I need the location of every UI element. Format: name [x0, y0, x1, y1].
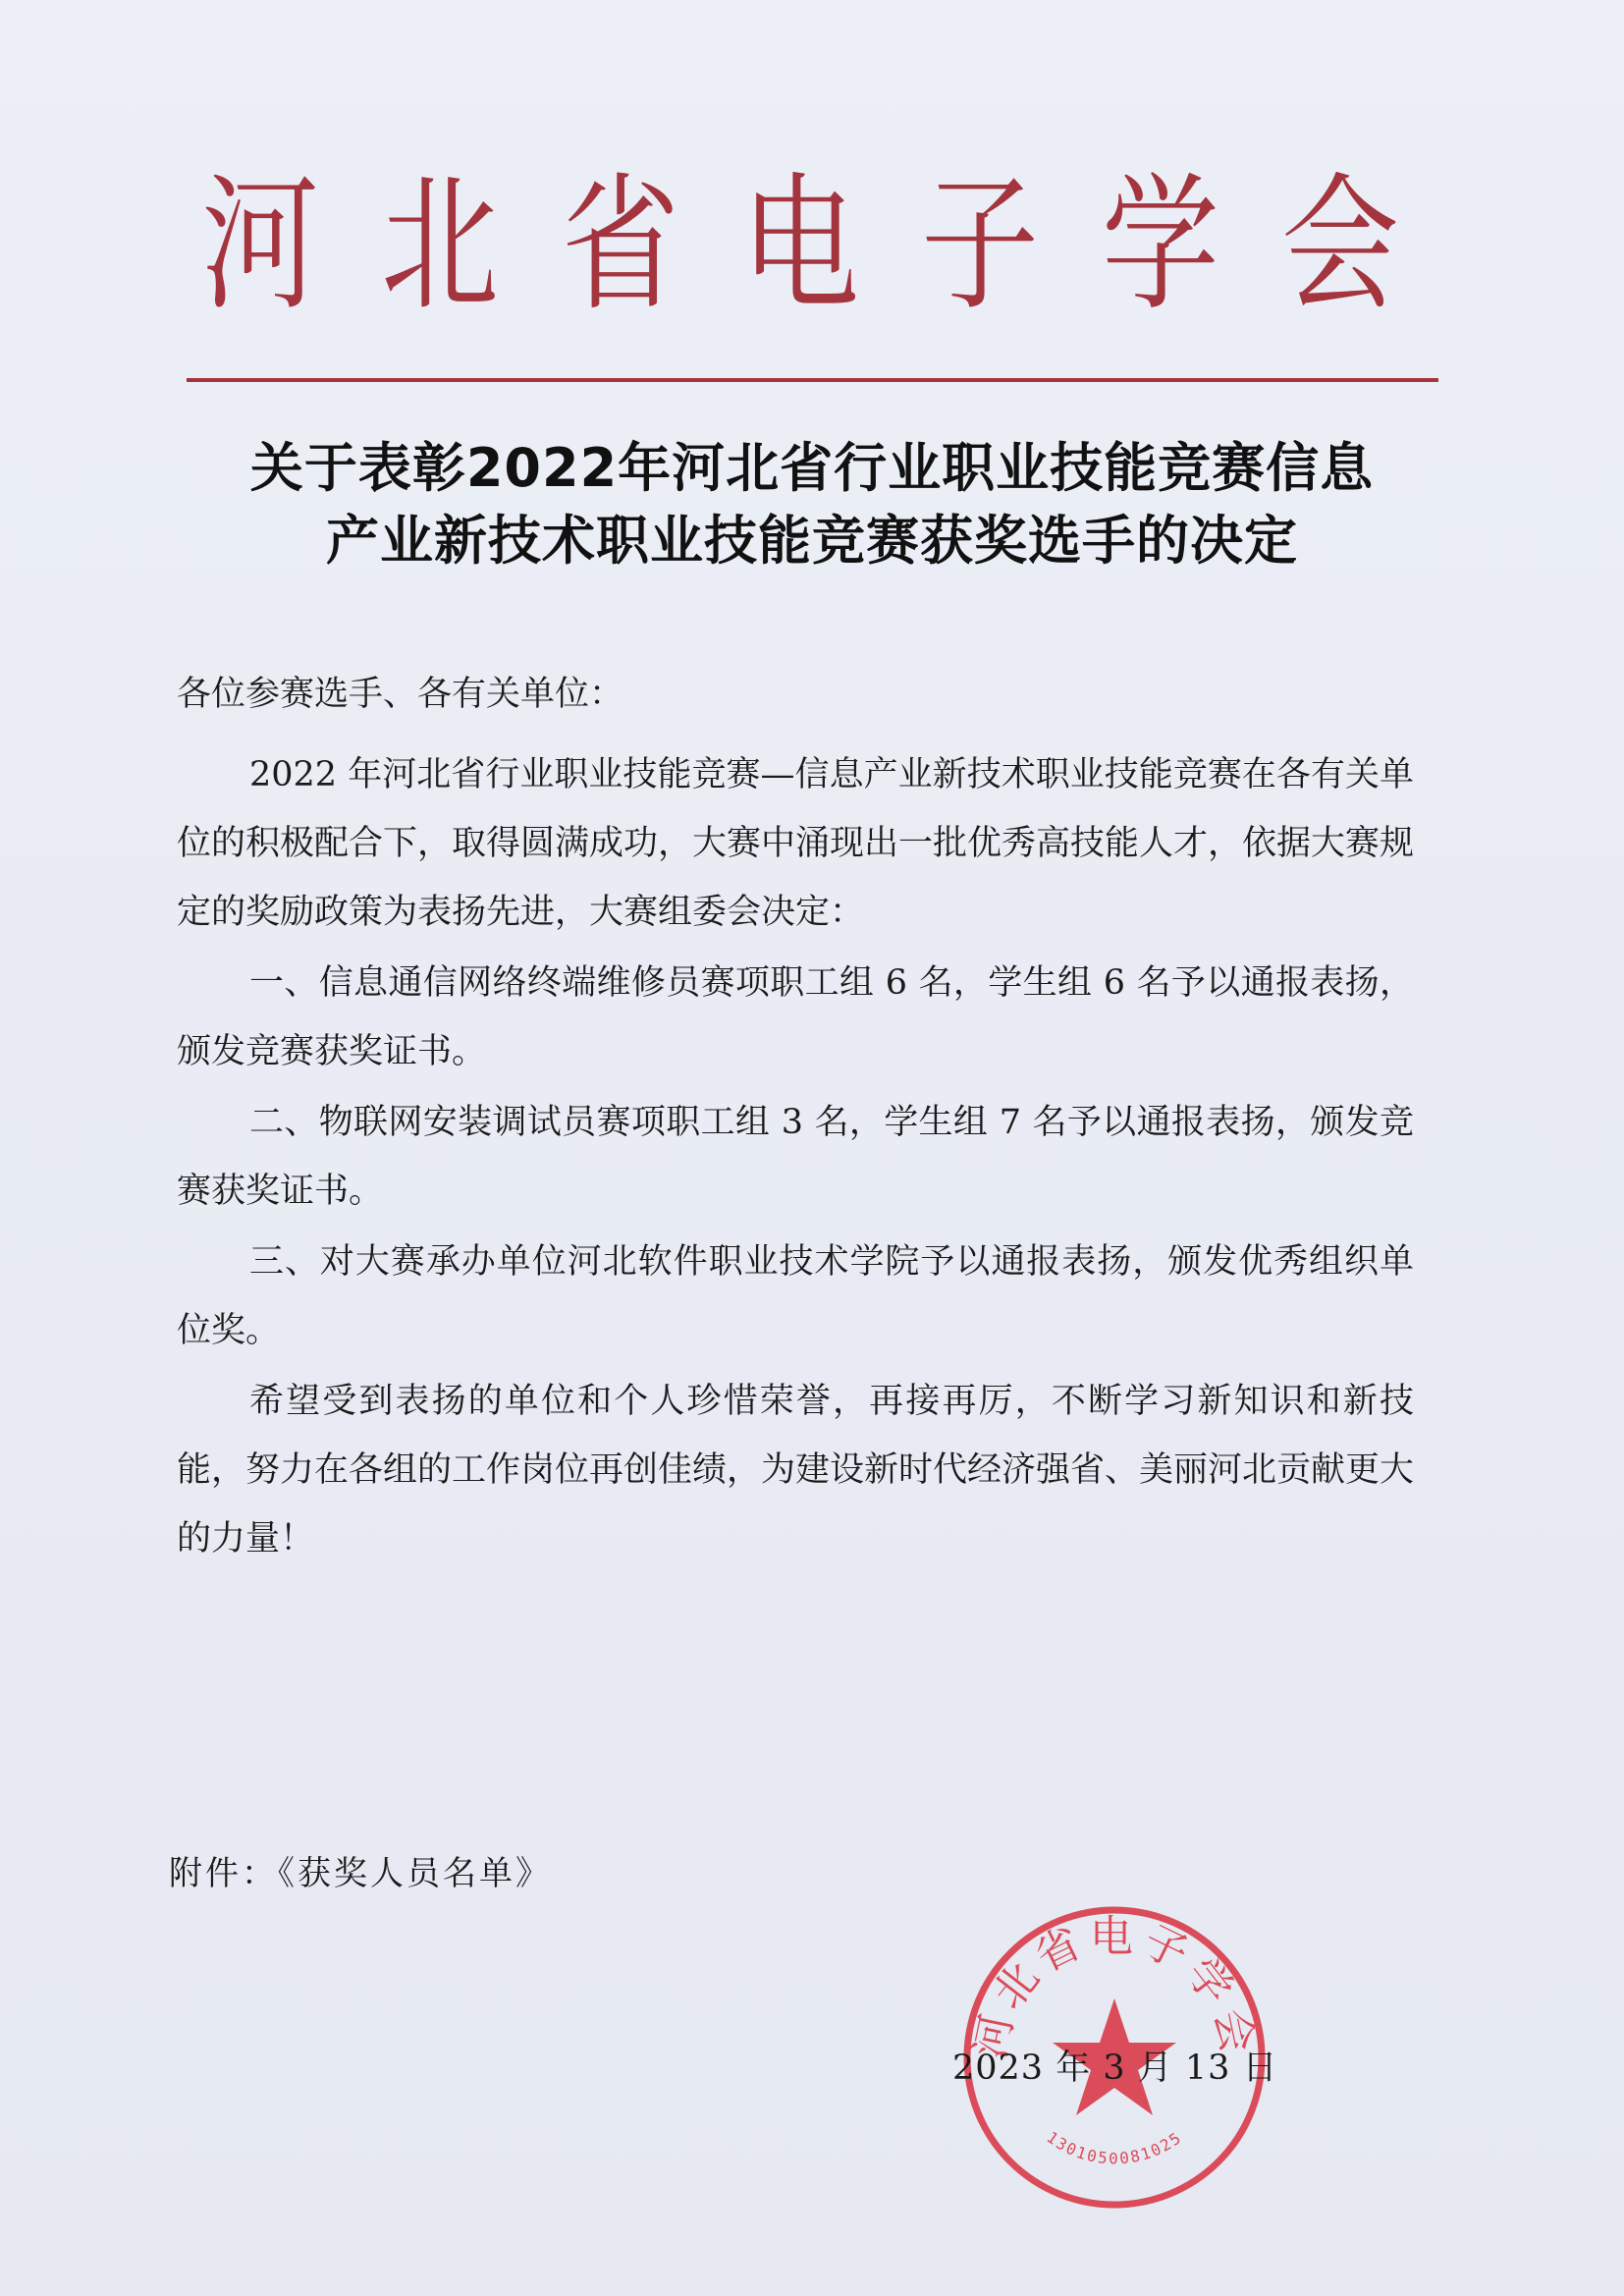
paragraph-intro: 2022 年河北省行业职业技能竞赛—信息产业新技术职业技能竞赛在各有关单位的积极配合下，取得圆满成功，大赛中涌现出一批优秀高技能人才，依据大赛规定的奖励政策为表扬先进，大赛组委会决定：: [177, 755, 1415, 932]
org-char: 省: [561, 160, 679, 331]
header-divider: [187, 378, 1438, 382]
org-char: 电: [740, 160, 859, 331]
attachment-note: 附件：《获奖人员名单》: [169, 1854, 552, 1893]
organization-header: [187, 147, 1414, 344]
seal-arc-text: 河北省电子学会: [965, 1911, 1264, 2063]
salutation: 各位参赛选手、各有关单位：: [177, 675, 624, 714]
org-char: 河: [201, 160, 320, 331]
org-char: 会: [1280, 160, 1399, 331]
paragraph-item-2: 二、物联网安装调试员赛项职工组 3 名，学生组 7 名予以通报表扬，颁发竞赛获奖证书。: [177, 1103, 1414, 1211]
paragraph-item-3: 三、对大赛承办单位河北软件职业技术学院予以通报表扬，颁发优秀组织单位奖。: [177, 1242, 1414, 1350]
title-line-2: 产业新技术职业技能竞赛获奖选手的决定: [326, 510, 1298, 572]
document-title: [147, 432, 1477, 577]
issue-date: 2023 年 3 月 13 日: [952, 2049, 1278, 2088]
org-char: 北: [381, 160, 500, 331]
seal-serial: 1301050081025: [1043, 2127, 1186, 2168]
paragraph-item-1: 一、信息通信网络终端维修员赛项职工组 6 名，学生组 6 名予以通报表扬，颁发竞赛获奖证书。: [177, 963, 1414, 1071]
paragraph-closing: 希望受到表扬的单位和个人珍惜荣誉，再接再厉，不断学习新知识和新技能，努力在各组的工作岗位再创佳绩，为建设新时代经济强省、美丽河北贡献更大的力量！: [177, 1382, 1415, 1558]
org-char: 学: [1101, 160, 1219, 331]
org-char: 子: [921, 160, 1040, 331]
document-body: [177, 660, 1414, 1575]
title-line-1: 关于表彰2022年河北省行业职业技能竞赛信息: [249, 437, 1375, 499]
